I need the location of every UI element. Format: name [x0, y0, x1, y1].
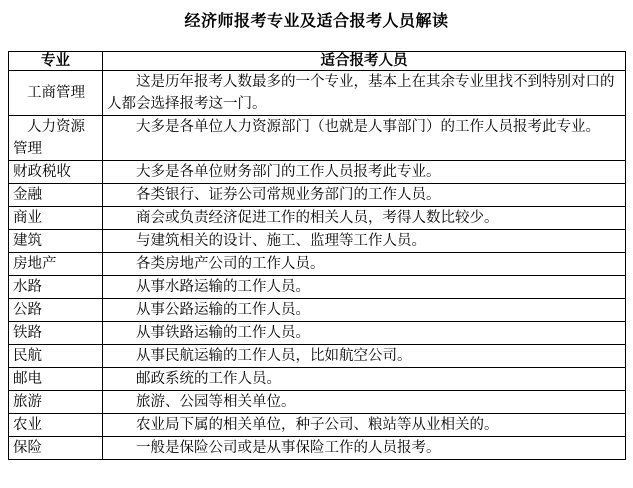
major-cell: 人力资源管理 — [9, 116, 103, 161]
desc-cell: 一般是保险公司或是从事保险工作的人员报考。 — [103, 437, 626, 460]
major-cell: 铁路 — [9, 322, 103, 345]
table-row — [9, 276, 626, 299]
major-cell: 房地产 — [9, 253, 103, 276]
major-cell: 保险 — [9, 437, 103, 460]
table-row — [9, 71, 626, 116]
desc-cell: 大多是各单位财务部门的工作人员报考此专业。 — [103, 161, 626, 184]
desc-cell: 农业局下属的相关单位，种子公司、粮站等从业相关的。 — [103, 414, 626, 437]
desc-cell: 各类银行、证券公司常规业务部门的工作人员。 — [103, 184, 626, 207]
table-row — [9, 322, 626, 345]
table-row — [9, 368, 626, 391]
desc-cell: 与建筑相关的设计、施工、监理等工作人员。 — [103, 230, 626, 253]
table-row — [9, 391, 626, 414]
major-cell: 民航 — [9, 345, 103, 368]
table-row — [9, 161, 626, 184]
desc-cell: 大多是各单位人力资源部门（也就是人事部门）的工作人员报考此专业。 — [103, 116, 626, 161]
desc-cell: 邮政系统的工作人员。 — [103, 368, 626, 391]
major-cell: 农业 — [9, 414, 103, 437]
page-title: 经济师报考专业及适合报考人员解读 — [184, 11, 449, 30]
major-cell: 水路 — [9, 276, 103, 299]
table-row — [9, 437, 626, 460]
table-row — [9, 230, 626, 253]
major-cell: 邮电 — [9, 368, 103, 391]
major-cell: 公路 — [9, 299, 103, 322]
desc-cell: 旅游、公园等相关单位。 — [103, 391, 626, 414]
table-row — [9, 299, 626, 322]
major-table — [8, 51, 626, 460]
desc-cell: 这是历年报考人数最多的一个专业，基本上在其余专业里找不到特别对口的人都会选择报考这一门。 — [103, 71, 626, 116]
header-suitable: 适合报考人员 — [103, 52, 626, 71]
desc-cell: 各类房地产公司的工作人员。 — [103, 253, 626, 276]
table-row — [9, 116, 626, 161]
table-header-row — [9, 52, 626, 71]
desc-cell: 从事公路运输的工作人员。 — [103, 299, 626, 322]
header-major: 专业 — [9, 52, 103, 71]
desc-cell: 商会或负责经济促进工作的相关人员，考得人数比较少。 — [103, 207, 626, 230]
major-cell: 工商管理 — [9, 71, 103, 116]
table-row — [9, 253, 626, 276]
desc-cell: 从事铁路运输的工作人员。 — [103, 322, 626, 345]
major-cell: 商业 — [9, 207, 103, 230]
table-row — [9, 184, 626, 207]
major-cell: 财政税收 — [9, 161, 103, 184]
table-row — [9, 345, 626, 368]
table-row — [9, 207, 626, 230]
desc-cell: 从事民航运输的工作人员，比如航空公司。 — [103, 345, 626, 368]
major-cell: 旅游 — [9, 391, 103, 414]
desc-cell: 从事水路运输的工作人员。 — [103, 276, 626, 299]
major-cell: 金融 — [9, 184, 103, 207]
major-cell: 建筑 — [9, 230, 103, 253]
table-row — [9, 414, 626, 437]
